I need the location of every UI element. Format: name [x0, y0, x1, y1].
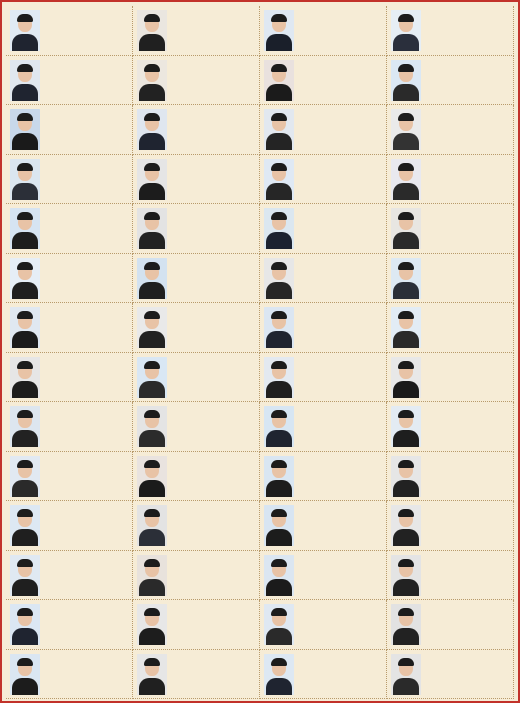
- profile-card: [260, 600, 387, 650]
- profile-card: [260, 6, 387, 56]
- profile-card: [260, 402, 387, 452]
- profile-photo: [137, 208, 167, 249]
- profile-photo: [10, 208, 40, 249]
- profile-photo: [137, 258, 167, 299]
- profile-photo: [391, 109, 421, 150]
- profile-photo: [264, 406, 294, 447]
- profile-photo: [137, 60, 167, 101]
- profile-photo: [264, 456, 294, 497]
- profile-card: [6, 600, 133, 650]
- profile-photo: [10, 555, 40, 596]
- profile-card: [387, 452, 514, 502]
- profile-photo: [137, 307, 167, 348]
- profile-photo: [10, 505, 40, 546]
- profile-photo: [391, 307, 421, 348]
- profile-photo: [10, 357, 40, 398]
- profile-card: [260, 551, 387, 601]
- profile-photo: [391, 456, 421, 497]
- profile-card: [260, 155, 387, 205]
- profile-photo: [137, 456, 167, 497]
- profile-card: [133, 600, 260, 650]
- profile-photo: [137, 505, 167, 546]
- profile-card: [6, 105, 133, 155]
- profile-card: [387, 204, 514, 254]
- profile-card: [387, 6, 514, 56]
- profile-card: [387, 402, 514, 452]
- profile-photo: [264, 505, 294, 546]
- profile-photo: [264, 60, 294, 101]
- profile-card: [260, 105, 387, 155]
- profile-card: [133, 452, 260, 502]
- profile-photo: [391, 654, 421, 695]
- profile-photo: [264, 208, 294, 249]
- profile-card: [6, 56, 133, 106]
- profile-photo: [137, 654, 167, 695]
- profile-photo: [10, 109, 40, 150]
- profile-card: [260, 452, 387, 502]
- profile-photo: [10, 60, 40, 101]
- profile-card: [260, 254, 387, 304]
- profile-card: [133, 204, 260, 254]
- profile-card: [387, 254, 514, 304]
- profile-card: [133, 501, 260, 551]
- profile-card: [260, 56, 387, 106]
- profile-card: [6, 650, 133, 700]
- profile-card: [387, 650, 514, 700]
- profile-card: [387, 501, 514, 551]
- profile-photo: [10, 307, 40, 348]
- profile-card: [387, 56, 514, 106]
- profile-photo: [264, 109, 294, 150]
- profile-card: [133, 105, 260, 155]
- profile-photo: [391, 258, 421, 299]
- profile-photo: [391, 208, 421, 249]
- profile-card: [387, 600, 514, 650]
- profile-photo: [10, 654, 40, 695]
- profile-card: [6, 501, 133, 551]
- profile-photo: [391, 10, 421, 51]
- profile-card: [6, 303, 133, 353]
- profile-photo: [391, 357, 421, 398]
- profile-card: [387, 155, 514, 205]
- profile-photo: [391, 60, 421, 101]
- profile-photo: [264, 10, 294, 51]
- profile-card: [260, 650, 387, 700]
- profile-photo: [391, 505, 421, 546]
- profile-card: [6, 452, 133, 502]
- profile-photo: [391, 159, 421, 200]
- profile-photo: [10, 10, 40, 51]
- profile-card: [133, 551, 260, 601]
- profile-card: [133, 303, 260, 353]
- profile-photo: [264, 654, 294, 695]
- profile-photo: [264, 357, 294, 398]
- profile-card: [133, 254, 260, 304]
- profile-card: [133, 6, 260, 56]
- profile-photo: [264, 604, 294, 645]
- profile-card: [387, 105, 514, 155]
- profile-photo: [137, 357, 167, 398]
- profile-photo: [10, 604, 40, 645]
- profile-photo: [264, 258, 294, 299]
- profile-card: [6, 353, 133, 403]
- profile-card: [133, 402, 260, 452]
- profile-photo: [264, 307, 294, 348]
- profile-card: [260, 501, 387, 551]
- profile-card: [6, 402, 133, 452]
- profile-card: [6, 155, 133, 205]
- profile-card: [260, 303, 387, 353]
- profile-photo: [137, 406, 167, 447]
- profile-card: [387, 551, 514, 601]
- profile-photo: [137, 159, 167, 200]
- profile-photo: [10, 159, 40, 200]
- profile-card: [260, 353, 387, 403]
- profile-card: [260, 204, 387, 254]
- profile-photo: [10, 456, 40, 497]
- profile-card: [387, 303, 514, 353]
- profile-photo: [10, 406, 40, 447]
- profile-photo: [137, 10, 167, 51]
- profile-grid: [6, 6, 514, 699]
- profile-photo: [137, 109, 167, 150]
- profile-photo: [264, 555, 294, 596]
- profile-photo: [391, 604, 421, 645]
- profile-photo: [137, 555, 167, 596]
- profile-card: [133, 155, 260, 205]
- profile-card: [6, 254, 133, 304]
- profile-card: [387, 353, 514, 403]
- profile-photo: [264, 159, 294, 200]
- profile-card: [6, 204, 133, 254]
- profile-card: [133, 353, 260, 403]
- profile-photo: [137, 604, 167, 645]
- profile-photo: [391, 406, 421, 447]
- profile-photo: [391, 555, 421, 596]
- profile-card: [6, 551, 133, 601]
- profile-card: [133, 56, 260, 106]
- profile-card: [6, 6, 133, 56]
- profile-photo: [10, 258, 40, 299]
- profile-card: [133, 650, 260, 700]
